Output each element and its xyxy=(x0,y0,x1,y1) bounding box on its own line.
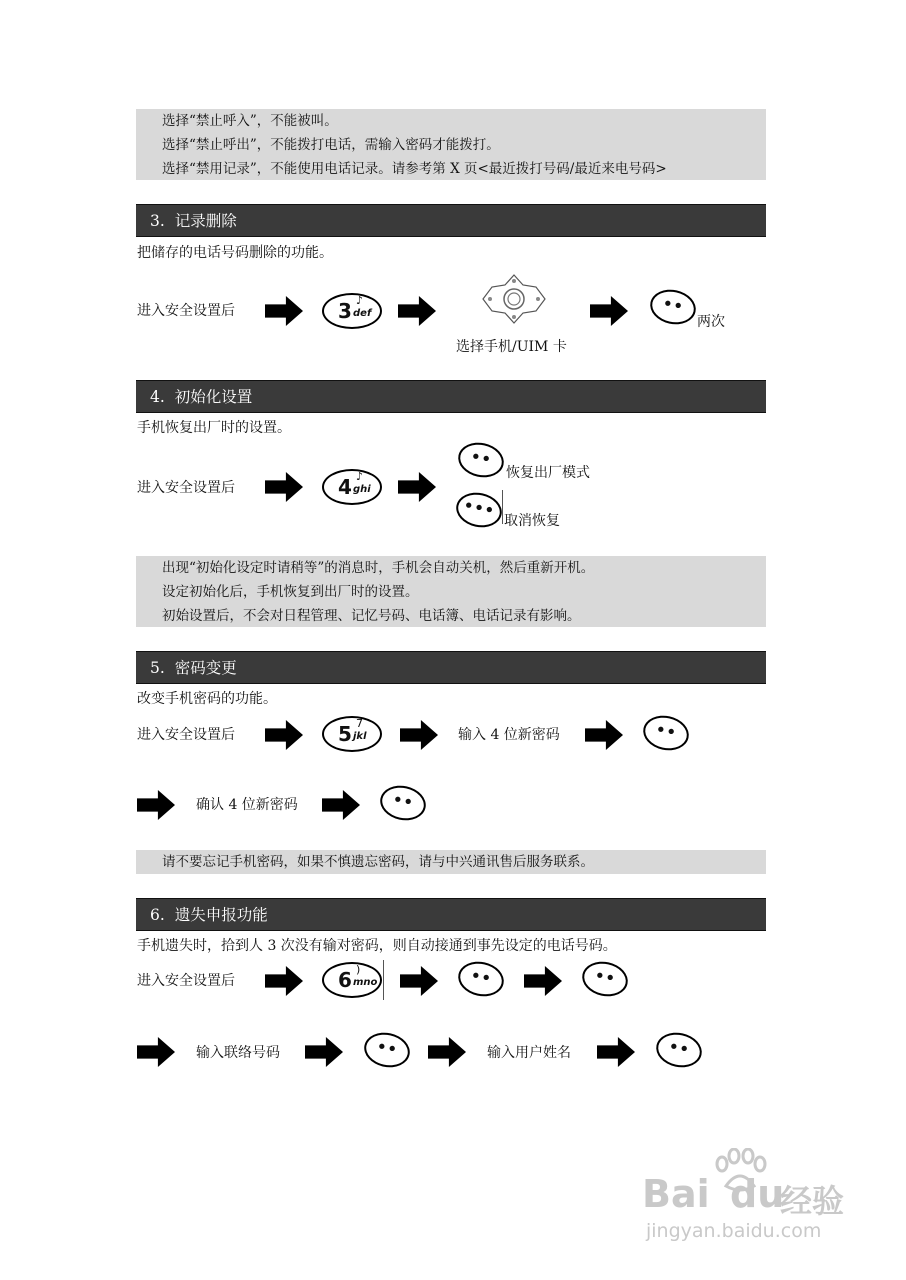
baidu-jingyan-watermark xyxy=(640,1148,870,1248)
option-cancel-restore: 取消恢复 xyxy=(504,513,560,529)
note-box-initialize xyxy=(136,556,766,627)
key-letters: ghi xyxy=(353,484,371,495)
note-line: 选择“禁止呼出”，不能拨打电话，需输入密码才能拨打。 xyxy=(162,137,500,153)
section-header-4 xyxy=(136,380,766,413)
section-number: 6. xyxy=(150,906,165,924)
option-restore-factory: 恢复出厂模式 xyxy=(506,465,590,481)
section-title: 密码变更 xyxy=(174,659,237,677)
divider xyxy=(383,960,384,1000)
note-line: 选择“禁用记录”，不能使用电话记录。请参考第 X 页<最近拨打号码/最近来电号码> xyxy=(162,161,667,177)
key-digit: 3 xyxy=(338,299,352,323)
section-number: 3. xyxy=(150,212,165,230)
section-description: 手机恢复出厂时的设置。 xyxy=(137,420,291,436)
section-title: 遗失申报功能 xyxy=(174,906,268,924)
watermark-brand-du: du xyxy=(730,1172,785,1216)
navigation-key-icon xyxy=(481,273,547,325)
key-6-icon xyxy=(322,962,382,998)
soft-key-icon: •• xyxy=(377,782,429,825)
divider xyxy=(502,490,503,524)
arrow-icon xyxy=(428,1037,466,1067)
note-line: 请不要忘记手机密码，如果不慎遗忘密码，请与中兴通讯售后服务联系。 xyxy=(162,854,594,870)
key-mark: ♪ xyxy=(356,294,364,307)
arrow-icon xyxy=(398,296,436,326)
soft-key-icon: •• xyxy=(579,958,631,1001)
arrow-icon xyxy=(597,1037,635,1067)
note-line: 选择“禁止呼入”，不能被叫。 xyxy=(162,113,338,129)
step-label-start: 进入安全设置后 xyxy=(137,727,235,743)
nav-caption: 选择手机/UIM 卡 xyxy=(456,339,567,355)
soft-key-icon: •• xyxy=(361,1029,413,1072)
arrow-icon xyxy=(524,966,562,996)
section-header-6 xyxy=(136,898,766,931)
section-number: 5. xyxy=(150,659,165,677)
key-3-icon xyxy=(322,293,382,329)
step-confirm-new-password: 确认 4 位新密码 xyxy=(196,797,298,813)
soft-key-icon: •• xyxy=(647,286,699,329)
step-input-new-password: 输入 4 位新密码 xyxy=(458,727,560,743)
section-header-5 xyxy=(136,651,766,684)
repeat-count: 两次 xyxy=(697,314,725,330)
key-mark: ) xyxy=(356,963,361,976)
key-digit: 5 xyxy=(338,722,352,746)
soft-key-icon: •• xyxy=(653,1029,705,1072)
note-box-password xyxy=(136,850,766,874)
key-letters: def xyxy=(353,308,372,319)
step-input-user-name: 输入用户姓名 xyxy=(487,1045,571,1061)
section-title: 初始化设置 xyxy=(174,388,253,406)
section-description: 把储存的电话号码删除的功能。 xyxy=(137,245,333,261)
arrow-icon xyxy=(265,472,303,502)
section-header-3 xyxy=(136,204,766,237)
section-description: 改变手机密码的功能。 xyxy=(137,691,277,707)
key-letters: jkl xyxy=(353,731,367,742)
step-label-start: 进入安全设置后 xyxy=(137,973,235,989)
step-label-start: 进入安全设置后 xyxy=(137,480,235,496)
key-5-icon xyxy=(322,716,382,752)
key-mark: 7 xyxy=(356,717,363,730)
watermark-brand: Bai xyxy=(642,1172,710,1216)
arrow-icon xyxy=(400,720,438,750)
key-letters: mno xyxy=(353,977,378,988)
key-digit: 6 xyxy=(338,968,352,992)
soft-key-icon: •• xyxy=(640,712,692,755)
note-box-restrictions xyxy=(136,109,766,180)
arrow-icon xyxy=(322,790,360,820)
key-4-icon xyxy=(322,469,382,505)
arrow-icon xyxy=(137,790,175,820)
arrow-icon xyxy=(400,966,438,996)
step-input-contact-number: 输入联络号码 xyxy=(196,1045,280,1061)
arrow-icon xyxy=(590,296,628,326)
section-title: 记录删除 xyxy=(174,212,237,230)
soft-key-icon: •• xyxy=(455,958,507,1001)
note-line: 初始设置后，不会对日程管理、记忆号码、电话簿、电话记录有影响。 xyxy=(162,608,581,624)
soft-key-icon: •• xyxy=(455,439,507,482)
arrow-icon xyxy=(137,1037,175,1067)
step-label-start: 进入安全设置后 xyxy=(137,303,235,319)
arrow-icon xyxy=(265,966,303,996)
soft-key-icon: ••• xyxy=(453,489,505,532)
watermark-url: jingyan.baidu.com xyxy=(646,1220,822,1242)
key-digit: 4 xyxy=(338,475,352,499)
key-mark: ♪ xyxy=(356,470,364,483)
note-line: 出现“初始化设定时请稍等”的消息时，手机会自动关机，然后重新开机。 xyxy=(162,560,595,576)
arrow-icon xyxy=(265,296,303,326)
note-line: 设定初始化后，手机恢复到出厂时的设置。 xyxy=(162,584,419,600)
section-description: 手机遗失时，拾到人 3 次没有输对密码，则自动接通到事先设定的电话号码。 xyxy=(137,938,617,954)
arrow-icon xyxy=(265,720,303,750)
section-number: 4. xyxy=(150,388,165,406)
arrow-icon xyxy=(305,1037,343,1067)
arrow-icon xyxy=(398,472,436,502)
arrow-icon xyxy=(585,720,623,750)
watermark-jingyan: 经验 xyxy=(780,1182,845,1220)
